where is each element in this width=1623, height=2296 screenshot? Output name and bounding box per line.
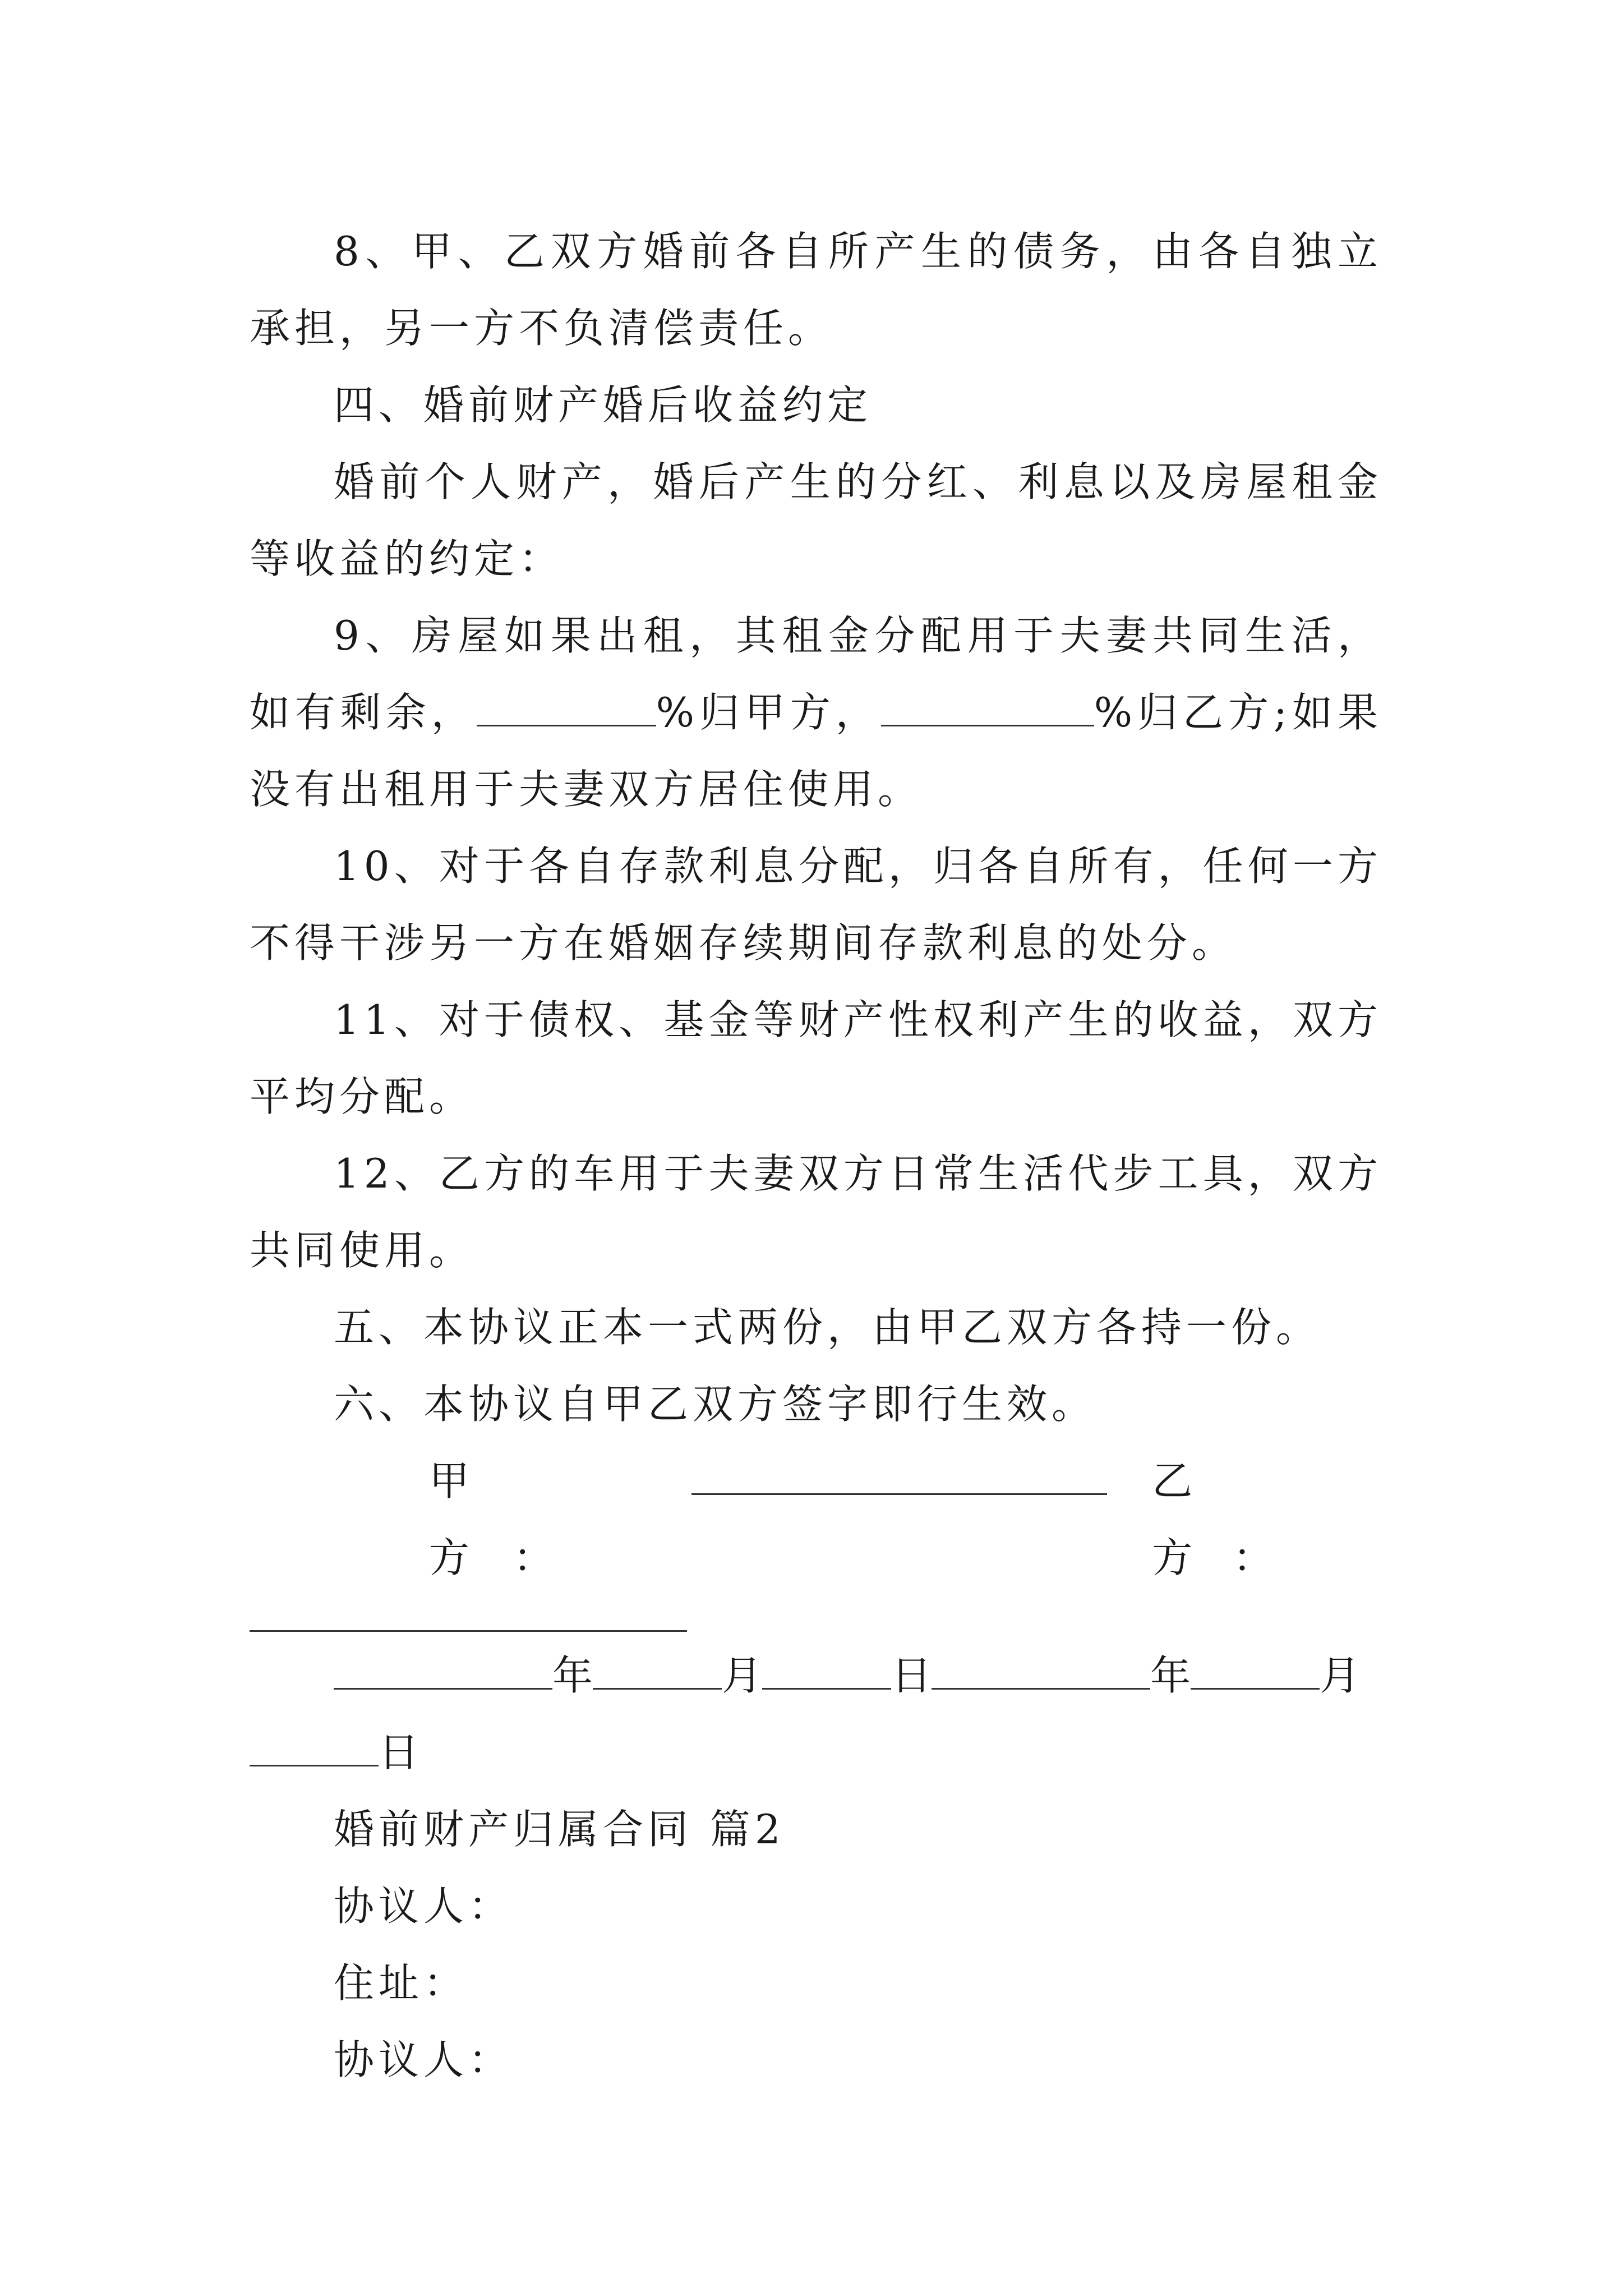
section-4-intro: 婚前个人财产，婚后产生的分红、利息以及房屋租金等收益的约定： — [250, 458, 1382, 582]
party-a-day-label: 日 — [891, 1652, 932, 1699]
clause-9-part-3: %归乙方;如果没有出租用于夫妻双方居住使用。 — [250, 689, 1382, 813]
party-a-year-label: 年 — [552, 1652, 593, 1699]
agreement-party-1: 协议人： — [334, 1883, 514, 1930]
clause-11: 11、对于债权、基金等财产性权利产生的收益，双方平均分配。 — [250, 996, 1382, 1120]
date-row — [250, 1637, 1382, 1714]
agreement-party-2: 协议人： — [334, 2036, 514, 2083]
party-a-year-blank — [334, 1654, 552, 1690]
section-5: 五、本协议正本一式两份，由甲乙双方各持一份。 — [334, 1304, 1321, 1351]
party-a-label: 甲方： — [429, 1457, 598, 1581]
party-a-month-blank — [593, 1654, 722, 1690]
party-a-signature-line — [691, 1460, 1108, 1495]
clause-8: 8、甲、乙双方婚前各自所产生的债务，由各自独立承担，另一方不负清偿责任。 — [250, 228, 1382, 352]
blank-party-b-percent — [881, 691, 1094, 726]
party-a-month-label: 月 — [722, 1652, 763, 1699]
clause-10: 10、对于各自存款利息分配，归各自所有，任何一方不得干涉另一方在婚姻存续期间存款利息的处分。 — [250, 843, 1382, 967]
clause-9-part-1: 9、房屋如果出租，其租金分配用于夫妻共同生活，如有剩余， — [250, 612, 1382, 736]
party-a-day-blank — [762, 1654, 891, 1690]
address-label: 住址： — [334, 1959, 469, 2007]
section-2-title: 婚前财产归属合同 篇2 — [334, 1806, 785, 1853]
blank-party-a-percent — [477, 691, 656, 726]
party-b-day-label: 日 — [379, 1729, 419, 1776]
party-b-year-blank — [932, 1654, 1150, 1690]
party-b-year-label: 年 — [1150, 1652, 1191, 1699]
party-b-month-blank — [1191, 1654, 1320, 1690]
party-b-month-label: 月 — [1320, 1652, 1361, 1699]
party-b-signature-line — [250, 1596, 687, 1632]
section-4-heading: 四、婚前财产婚后收益约定 — [334, 381, 873, 429]
clause-9-part-2: %归甲方， — [656, 689, 881, 736]
party-b-signature-row — [250, 1596, 1382, 1632]
clause-9 — [250, 597, 1382, 828]
date-row-continued — [250, 1714, 1382, 1791]
document-body — [250, 213, 1382, 2099]
clause-12: 12、乙方的车用于夫妻双方日常生活代步工具，双方共同使用。 — [250, 1150, 1382, 1274]
party-b-label: 乙方： — [1152, 1457, 1314, 1581]
party-b-day-blank — [250, 1731, 379, 1766]
section-6: 六、本协议自甲乙双方签字即行生效。 — [334, 1381, 1097, 1428]
signature-row — [250, 1443, 1382, 1596]
